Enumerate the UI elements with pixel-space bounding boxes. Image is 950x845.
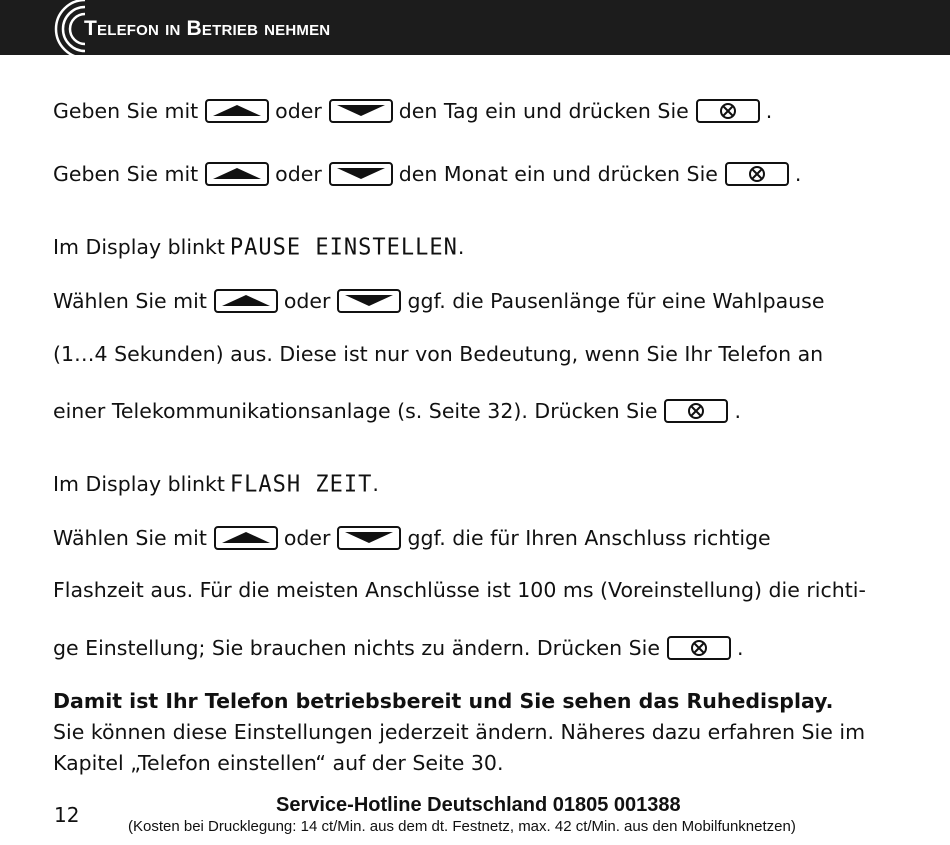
instruction-line [53, 159, 801, 189]
line-text: ge Einstellung; Sie brauchen nichts zu ändern. Drücken Sie [53, 636, 660, 660]
summary-text: Sie können diese Einstellungen jederzeit ändern. Näheres dazu erfahren Sie im [53, 720, 866, 744]
line-text: oder [275, 99, 322, 123]
up-key-icon [214, 526, 278, 550]
line-text: Geben Sie mit [53, 99, 199, 123]
line-text: . [794, 162, 802, 186]
line-text: oder [275, 162, 322, 186]
page-header [0, 0, 950, 55]
line-text: . [457, 235, 465, 259]
instruction-line [53, 523, 771, 553]
line-text: Geben Sie mit [53, 162, 199, 186]
line-text: einer Telekommunikationsanlage (s. Seite 32). Drücken Sie [53, 399, 658, 423]
line-text: oder [283, 289, 331, 313]
line-text: Im Display blinkt [53, 235, 225, 259]
page-title: Telefon in Betrieb nehmen [84, 17, 331, 40]
down-key-icon [329, 162, 393, 186]
ok-key-icon [696, 99, 760, 123]
instruction-line [53, 633, 743, 663]
line-text: . [765, 99, 773, 123]
line-text: (1…4 Sekunden) aus. Diese ist nur von Bedeutung, wenn Sie Ihr Telefon an [53, 342, 824, 366]
display-text: FLASH ZEIT [229, 470, 373, 498]
line-text: Flashzeit aus. Für die meisten Anschlüsse ist 100 ms (Voreinstellung) die richti- [53, 578, 866, 602]
line-text: . [372, 472, 379, 496]
instruction-line [53, 469, 379, 499]
line-text: . [736, 636, 744, 660]
line-text: Im Display blinkt [53, 472, 225, 496]
up-key-icon [205, 162, 269, 186]
instruction-line [53, 396, 741, 426]
page-number: 12 [54, 803, 80, 827]
instruction-line [53, 232, 464, 262]
summary-bold: Damit ist Ihr Telefon betriebsbereit und Sie sehen das Ruhedisplay. [53, 689, 834, 713]
instruction-line [53, 286, 824, 316]
instruction-line [53, 575, 866, 605]
line-text: . [734, 399, 742, 423]
instruction-line [53, 339, 823, 369]
line-text: oder [283, 526, 331, 550]
ok-key-icon [725, 162, 789, 186]
ok-key-icon [664, 399, 728, 423]
down-key-icon [329, 99, 393, 123]
up-key-icon [205, 99, 269, 123]
down-key-icon [337, 526, 401, 550]
summary-paragraph [53, 686, 913, 779]
display-text: PAUSE EINSTELLEN [229, 233, 458, 261]
line-text: Wählen Sie mit [53, 289, 207, 313]
line-text: ggf. die für Ihren Anschluss richtige [407, 526, 771, 550]
down-key-icon [337, 289, 401, 313]
line-text: den Tag ein und drücken Sie [398, 99, 689, 123]
up-key-icon [214, 289, 278, 313]
summary-text: Kapitel „Telefon einstellen“ auf der Seite 30. [53, 751, 504, 775]
line-text: den Monat ein und drücken Sie [398, 162, 718, 186]
service-hotline: Service-Hotline Deutschland 01805 001388 [276, 794, 681, 816]
line-text: ggf. die Pausenlänge für eine Wahlpause [407, 289, 825, 313]
line-text: Wählen Sie mit [53, 526, 207, 550]
ok-key-icon [667, 636, 731, 660]
cost-note: (Kosten bei Drucklegung: 14 ct/Min. aus dem dt. Festnetz, max. 42 ct/Min. aus den Mobilfunknetzen) [128, 818, 796, 835]
instruction-line [53, 96, 772, 126]
